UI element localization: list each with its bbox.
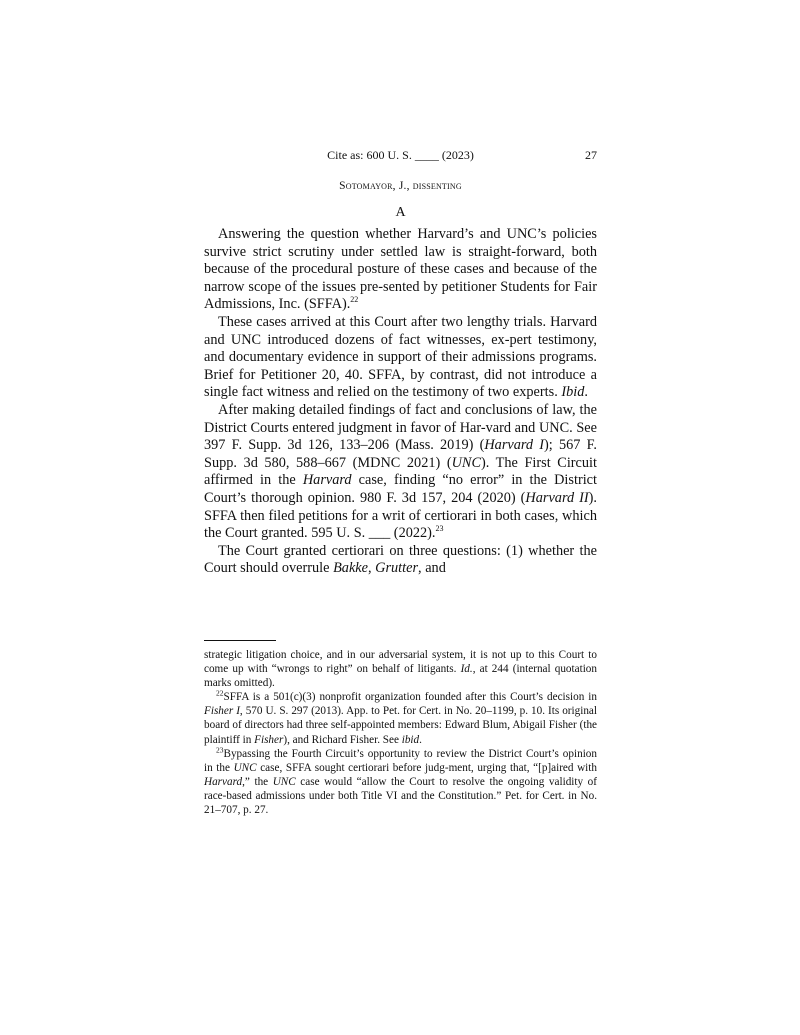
citation-header: Cite as: 600 U. S. ____ (2023) [327,148,474,162]
section-heading: A [395,205,406,220]
footnote-23-number: 23 [216,744,224,754]
paragraph-2-text: These cases arrived at this Court after two lengthy trials. Harvard and UNC introduced dozens of fact witnesses, ex-pert testimony, and documentary evidence in support of their admissions programs. Brief for Petitioner 20, 40. SFFA, by contrast, did not introduce a single fact witness and relied on the testimony of two experts. [204,313,597,401]
case-name-harvard-ii: Harvard II [525,489,589,506]
paragraph-2 [204,314,597,402]
paragraph-3-text-d: case, finding “no error” in the District Court’s thorough opinion. 980 F. 3d 157, 204 (2020) ( [204,472,597,506]
footnote-ref-23[interactable]: 23 [435,524,444,534]
footnote-22-text-b: , 570 U. S. 297 (2013). App. to Pet. for Cert. in No. 20–1199, p. 10. Its original board of directors had three self-appointed members: Edward Blum, Abigail Fisher (the plaintiff in [204,705,597,746]
case-name-harvard: Harvard [302,472,352,489]
footnote-ref-22[interactable]: 22 [350,295,359,305]
paragraph-3-text-b: ); 567 F. Supp. 3d 580, 588–667 (MDNC 2021) ( [204,437,597,471]
footnote-23-text-a: Bypassing the Fourth Circuit’s opportunity to review the District Court’s opinion in the [204,747,597,774]
case-name-unc: UNC [451,454,482,471]
opinion-body [204,226,597,578]
footnote-22-text-a: SFFA is a 501(c)(3) nonprofit organization founded after this Court’s decision in [223,691,597,704]
case-name-harvard-i: Harvard I [484,437,545,454]
paragraph-1 [204,226,597,314]
case-name-grutter: Grutter [375,560,419,577]
case-name-bakke: Bakke [333,560,368,577]
paragraph-2-end: . [584,384,588,401]
paragraph-4-text-a: The Court granted certiorari on three questions: (1) whether the Court should overrule [204,542,597,577]
paragraph-4-text-c: , and [418,560,446,577]
footnote-22-text-c: ), and Richard Fisher. See [283,733,402,746]
case-name-unc-footnote-2: UNC [272,775,296,788]
paragraph-3-text-c: ). The First Circuit affirmed in the [204,454,597,489]
footnote-22-number: 22 [216,688,224,698]
footnote-divider [204,640,276,641]
footnote-continuation [204,648,597,690]
case-name-fisher: Fisher [254,733,284,746]
footnote-23-text-b: case, SFFA sought certiorari before judg-ment, urging that, “[p]aired with [256,761,597,774]
case-name-harvard-footnote: Harvard [204,775,243,788]
paragraph-4-text-b: , [367,560,376,577]
footnote-22-text-d: . [419,733,422,746]
footnote-22 [204,690,597,746]
paragraph-3 [204,402,597,543]
id-citation: Id. [460,663,473,676]
paragraph-3-text-e: ). SFFA then filed petitions for a writ of certiorari in both cases, which the Court granted. 595 U. S. ___ (2022). [204,489,597,542]
case-name-fisher-i: Fisher I [204,705,240,718]
footnote-23-text-d: case would “allow the Court to resolve the ongoing validity of race-based admissions under both Title VI and the Constitution.” Pet. for Cert. in No. 21–707, p. 27. [204,775,597,817]
ibid-citation-footnote: ibid [401,733,420,746]
footnotes [204,648,597,817]
paragraph-1-text: Answering the question whether Harvard’s and UNC’s policies survive strict scrutiny under settled law is straight-forward, both because of the procedural posture of these cases and because of the narrow scope of the issues pre-sented by petitioner Students for Fair Admissions, Inc. (SFFA). [204,226,597,313]
running-head [204,148,597,164]
footnote-continuation-text-b: , at 244 (internal quotation marks omitted). [204,663,597,690]
paragraph-4 [204,543,597,578]
paragraph-3-text-a: After making detailed findings of fact and conclusions of law, the District Courts entered judgment in favor of Har-vard and UNC. See 397 F. Supp. 3d 126, 133–206 (Mass. 2019) ( [204,401,597,454]
case-name-unc-footnote-1: UNC [233,761,257,774]
footnote-23 [204,744,597,817]
author-line: Sotomayor, J., dissenting [339,180,462,192]
ibid-citation: Ibid [561,384,585,401]
footnote-23-text-c: ,” the [242,775,273,788]
footnote-continuation-text-a: strategic litigation choice, and in our adversarial system, it is not up to this Court to come up with “wrongs to right” on behalf of litigants. [204,649,597,676]
page-number: 27 [585,148,597,162]
